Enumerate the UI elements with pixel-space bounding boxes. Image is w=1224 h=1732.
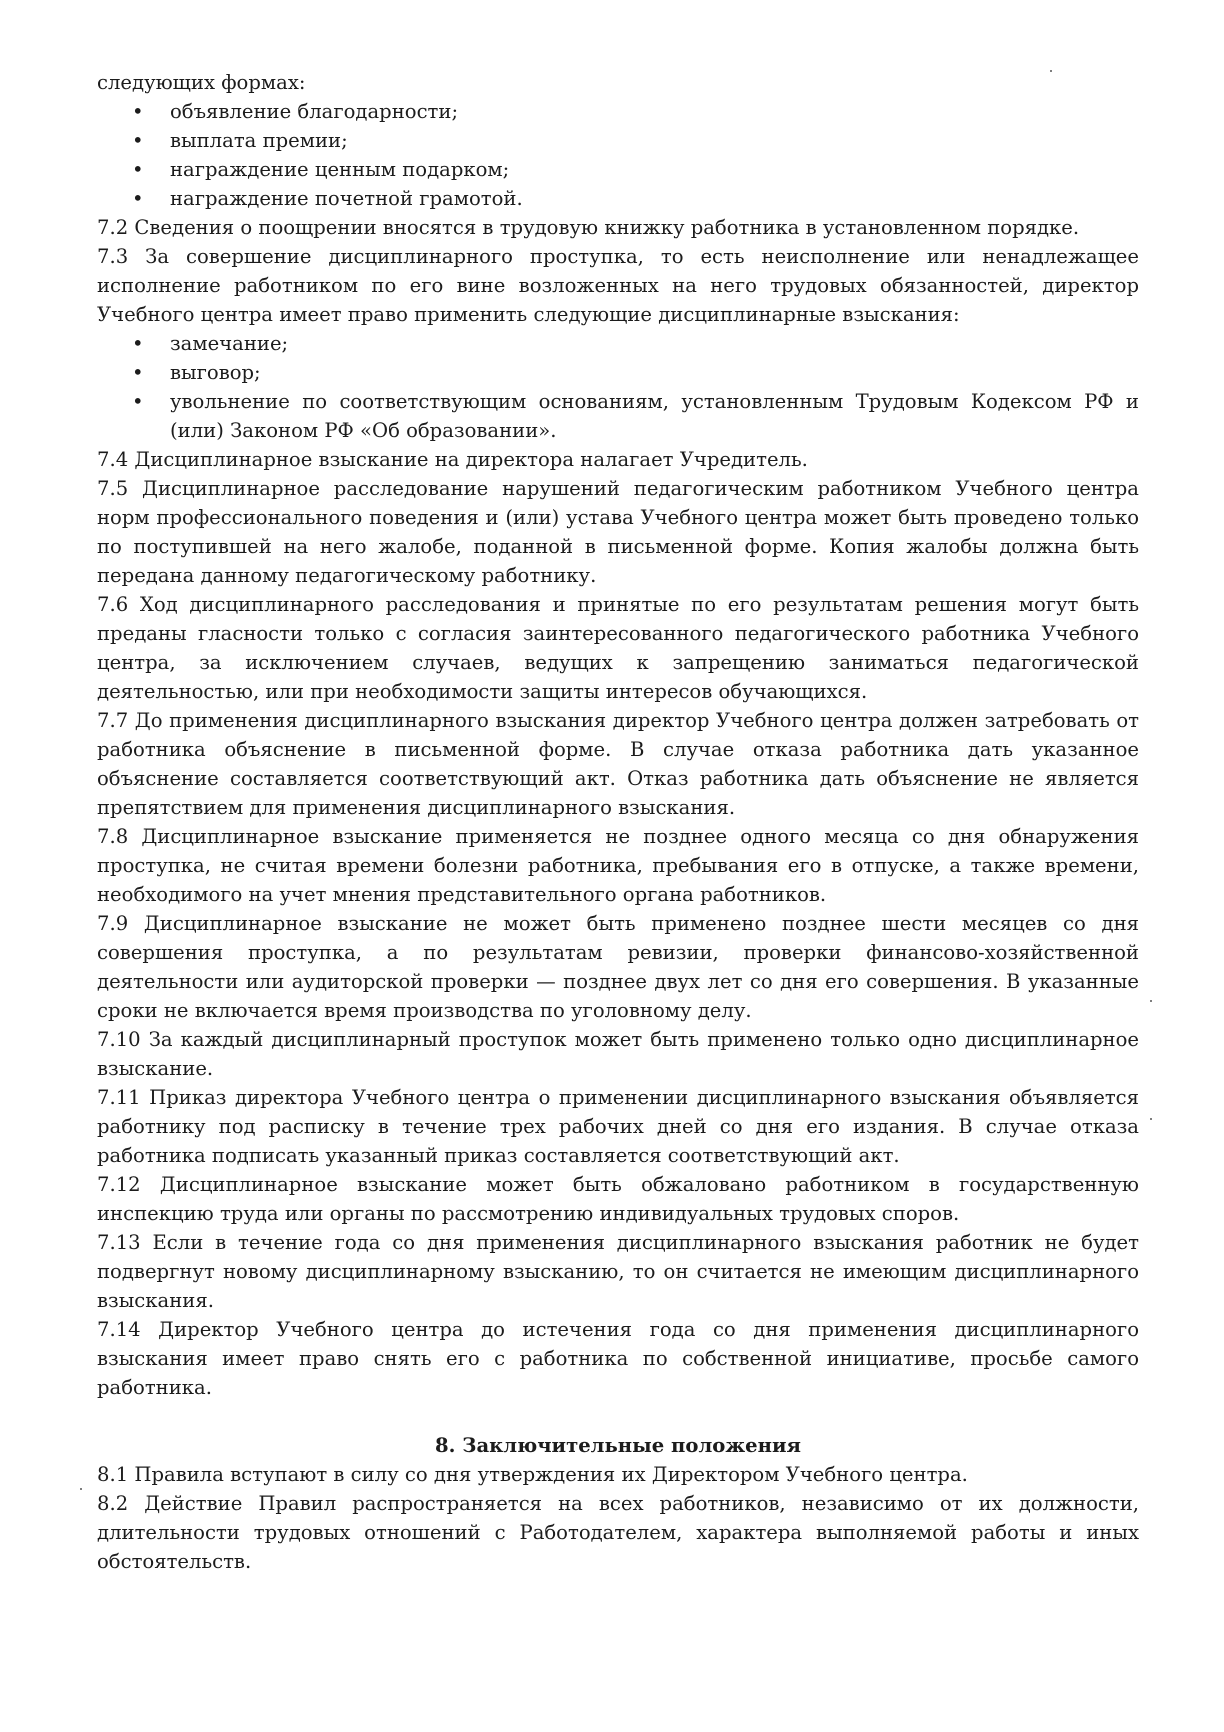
paragraph-8-2: 8.2 Действие Правил распространяется на всех работников, независимо от их должности, длительности трудовых отношений с Работодателем, характера выполняемой работы и иных обстоятельств.: [97, 1492, 1139, 1573]
list-item: • замечание;: [170, 329, 1139, 358]
paragraph-7-2: 7.2 Сведения о поощрении вносятся в трудовую книжку работника в установленном порядке.: [97, 216, 1080, 239]
paragraph-7-5: 7.5 Дисциплинарное расследование нарушений педагогическим работником Учебного центра норм профессионального поведения и (или) устава Учебного центра может быть проведено только по поступившей на него жалобе, поданной в письменной форме. Копия жалобы должна быть передана данному педагогическому работнику.: [97, 477, 1139, 587]
paragraph-7-9: 7.9 Дисциплинарное взыскание не может быть применено позднее шести месяцев со дня совершения проступка, а по результатам ревизии, проверки финансово-хозяйственной деятельности или аудиторской проверки — позднее двух лет со дня его совершения. В указанные сроки не включается время производства по уголовному делу.: [97, 912, 1139, 1022]
paragraph-7-4: 7.4 Дисциплинарное взыскание на директора налагает Учредитель.: [97, 448, 808, 471]
paragraph-7-14: 7.14 Директор Учебного центра до истечения года со дня применения дисциплинарного взыскания имеет право снять его с работника по собственной инициативе, просьбе самого работника.: [97, 1318, 1139, 1399]
paragraph-7-8: 7.8 Дисциплинарное взыскание применяется не позднее одного месяца со дня обнаружения проступка, не считая времени болезни работника, пребывания его в отпуске, а также времени, необходимого на учет мнения представительного органа работников.: [97, 825, 1139, 906]
paragraph-7-3: 7.3 За совершение дисциплинарного проступка, то есть неисполнение или ненадлежащее исполнение работником по его вине возложенных на него трудовых обязанностей, директор Учебного центра имеет право применить следующие дисциплинарные взыскания:: [97, 245, 1139, 326]
list-item: • выплата премии;: [170, 126, 1139, 155]
list-item: • выговор;: [170, 358, 1139, 387]
paragraph-7-6: 7.6 Ход дисциплинарного расследования и принятые по его результатам решения могут быть преданы гласности только с согласия заинтересованного педагогического работника Учебного центра, за исключением случаев, ведущих к запрещению заниматься педагогической деятельностью, или при необходимости защиты интересов обучающихся.: [97, 593, 1139, 703]
list-item: • награждение ценным подарком;: [170, 155, 1139, 184]
section-8-title: 8. Заключительные положения: [435, 1434, 801, 1457]
paragraph-7-11: 7.11 Приказ директора Учебного центра о применении дисциплинарного взыскания объявляется работнику под расписку в течение трех рабочих дней со дня его издания. В случае отказа работника подписать указанный приказ составляется соответствующий акт.: [97, 1086, 1139, 1167]
scan-speck: [1150, 1000, 1152, 1002]
scan-speck: [1150, 1118, 1152, 1120]
document-body: [97, 68, 1139, 1576]
paragraph-8-1: 8.1 Правила вступают в силу со дня утверждения их Директором Учебного центра.: [97, 1463, 968, 1486]
rewards-list: [97, 97, 1139, 213]
paragraph-7-13: 7.13 Если в течение года со дня применения дисциплинарного взыскания работник не будет подвергнут новому дисциплинарному взысканию, то он считается не имеющим дисциплинарного взыскания.: [97, 1231, 1139, 1312]
scan-speck: [80, 1488, 82, 1490]
paragraph-7-12: 7.12 Дисциплинарное взыскание может быть обжаловано работником в государственную инспекцию труда или органы по рассмотрению индивидуальных трудовых споров.: [97, 1173, 1139, 1225]
intro-text: следующих формах:: [97, 71, 306, 94]
list-item: • увольнение по соответствующим основаниям, установленным Трудовым Кодексом РФ и (или) Законом РФ «Об образовании».: [170, 387, 1139, 445]
paragraph-7-10: 7.10 За каждый дисциплинарный проступок может быть применено только одно дисциплинарное взыскание.: [97, 1028, 1139, 1080]
list-item: • объявление благодарности;: [170, 97, 1139, 126]
penalties-list: [97, 329, 1139, 445]
list-item: • награждение почетной грамотой.: [170, 184, 1139, 213]
paragraph-7-7: 7.7 До применения дисциплинарного взыскания директор Учебного центра должен затребовать от работника объяснение в письменной форме. В случае отказа работника дать указанное объяснение составляется соответствующий акт. Отказ работника дать объяснение не является препятствием для применения дисциплинарного взыскания.: [97, 709, 1139, 819]
